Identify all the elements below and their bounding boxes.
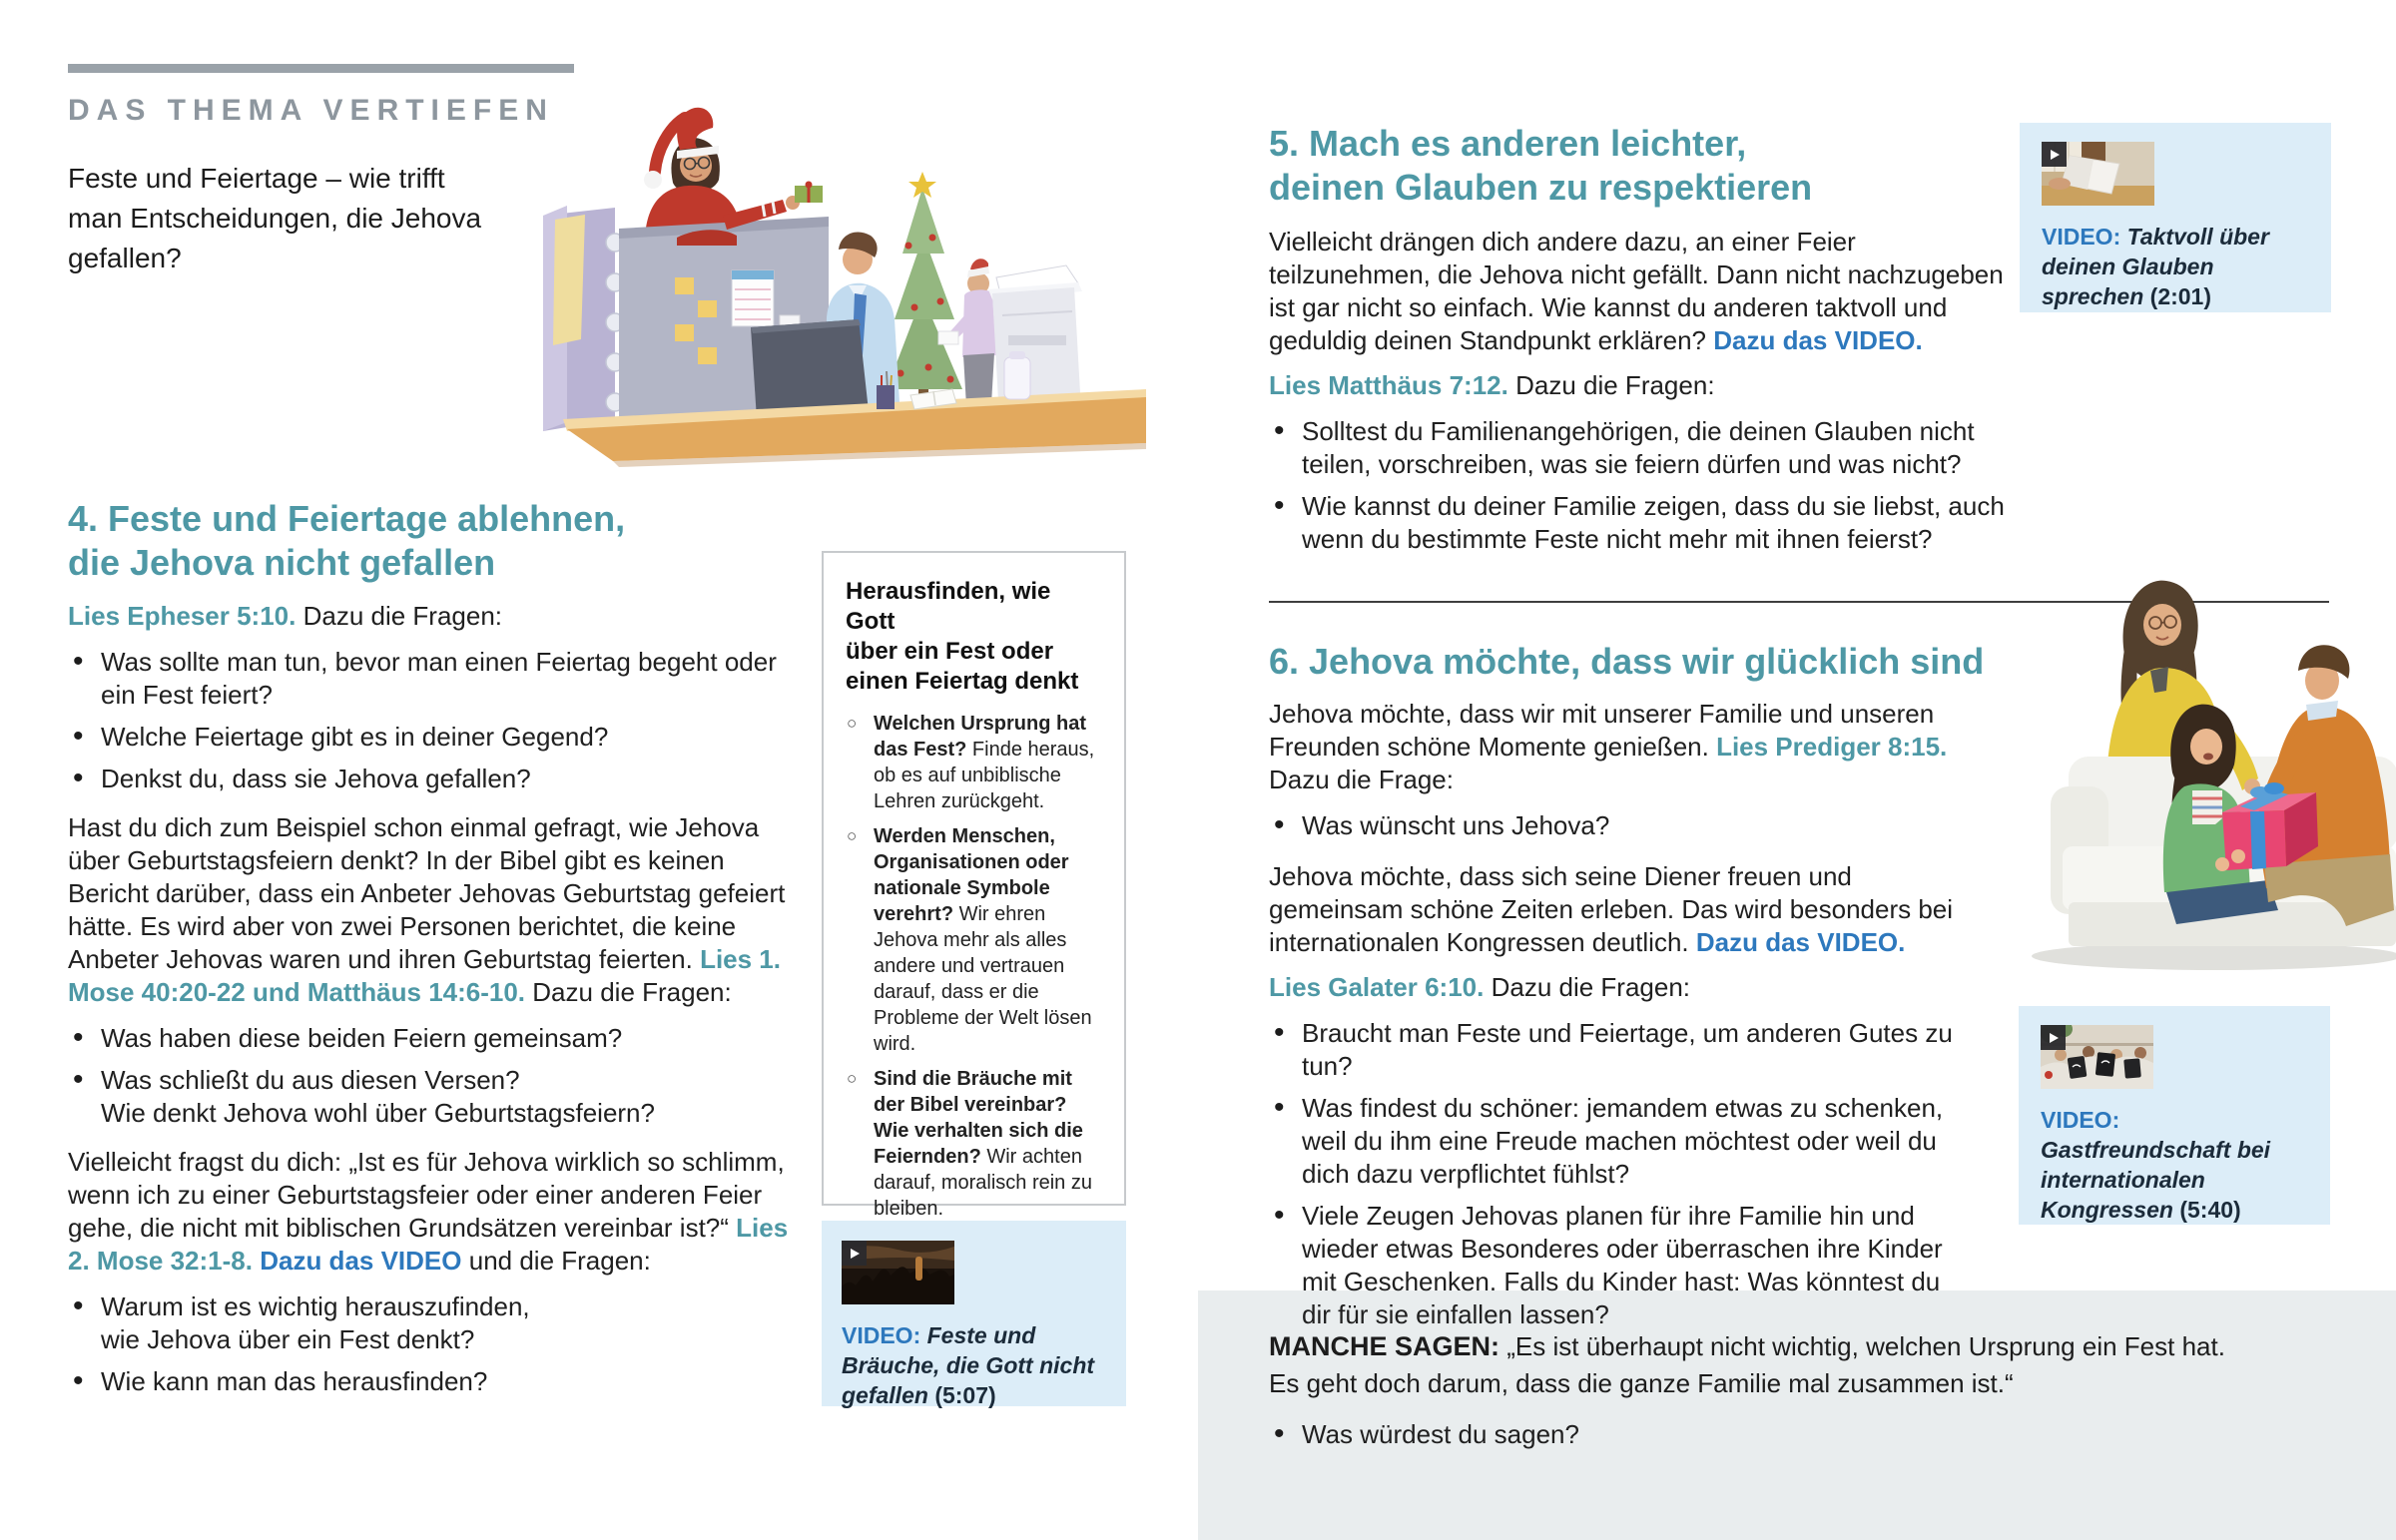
section-6-questions-2 [1269, 1017, 1968, 1331]
list-item: • Was wünscht uns Jehova? [1269, 809, 2018, 842]
kicker: DAS THEMA VERTIEFEN [68, 94, 554, 127]
video-label: VIDEO: [842, 1322, 921, 1348]
list-item: ○ Welchen Ursprung hat das Fest? Finde heraus, ob es auf unbiblische Lehren zurückgeht. [846, 711, 1102, 814]
video-box-taktvoll [2020, 123, 2331, 312]
section-4-questions-1 [68, 646, 809, 795]
list-item: • Solltest du Familienangehörigen, die deinen Glauben nicht teilen, vorschreiben, was sie feiern dürfen und was nicht? [1269, 415, 2018, 481]
info-box-title: Herausfinden, wie Gott über ein Fest oder einen Feiertag denkt [846, 578, 1079, 695]
copier-machine [988, 265, 1082, 401]
video-thumbnail[interactable] [2042, 142, 2154, 206]
video-duration: (2:01) [2149, 283, 2212, 309]
video-thumbnail[interactable] [842, 1241, 954, 1304]
video-box-gastfreundschaft [2019, 1006, 2330, 1225]
video-duration: (5:40) [2179, 1197, 2241, 1223]
how-to-find-out-box [822, 551, 1126, 1220]
video-title[interactable]: Feste und Bräuche, die Gott nicht gefallen [842, 1322, 1095, 1408]
right-column [1269, 0, 2018, 1340]
list-item: • Was findest du schöner: jemandem etwas zu schenken, weil du ihm eine Freude machen möchtest oder weil du dich dazu verpflichtet fühlst? [1269, 1092, 1968, 1191]
list-item: • Warum ist es wichtig herauszufinden, wie Jehova über ein Fest denkt? [68, 1290, 809, 1356]
family-illustration-svg [2017, 559, 2396, 970]
list-item: ○ Sind die Bräuche mit der Bibel vereinbar? Wie verhalten sich die Feiernden? Wir achten darauf, moralisch rein zu bleiben. [846, 1066, 1102, 1222]
scripture-link[interactable]: Lies Galater 6:10. [1269, 972, 1485, 1002]
video-caption [2041, 1105, 2308, 1225]
video-link[interactable]: Dazu das VIDEO [260, 1246, 462, 1276]
section-5-heading: 5. Mach es anderen leichter, deinen Glauben zu respektieren [1269, 123, 1813, 208]
video-link[interactable]: Dazu das VIDEO. [1695, 927, 1906, 957]
scripture-link[interactable]: Lies 1. Mose 40:20-22 und Matthäus 14:6-10. [68, 944, 781, 1007]
video-duration: (5:07) [934, 1382, 996, 1408]
section-6-paragraph-2: Jehova möchte, dass sich seine Diener freuen und gemeinsam schöne Zeiten erleben. Das wird besonders bei internationalen Kongressen deutlich. Dazu das VIDEO. [1269, 861, 1954, 957]
section-4-paragraph-1: Hast du dich zum Beispiel schon einmal gefragt, wie Jehova über Geburtstagsfeiern denkt? In der Bibel gibt es keinen Bericht darüber, dass ein Anbeter Jehovas Geburtstag gefeiert hätte. Es wird aber von zwei Personen berichtet, die keine Anbeter Jehovas waren und ihren Geburtstag feierten. Lies 1. Mose 40:20-22 und Matthäus 14:6-10. Dazu die Fragen: [68, 812, 786, 1007]
lesson-question-line: Feste und Feiertage – wie trifft [68, 163, 445, 194]
scripture-link[interactable]: Lies Epheser 5:10. [68, 601, 297, 631]
family-gift-illustration [2017, 559, 2396, 970]
video-label: VIDEO: [2042, 224, 2121, 250]
some-say-line-1: MANCHE SAGEN: „Es ist überhaupt nicht wichtig, welchen Ursprung ein Fest hat. [1269, 1331, 2225, 1361]
lesson-question [68, 159, 809, 278]
top-rule [68, 64, 574, 73]
list-item: • Was sollte man tun, bevor man einen Feiertag begeht oder ein Fest feiert? [68, 646, 809, 712]
lesson-question-line: gefallen? [68, 243, 182, 273]
video-caption [842, 1320, 1106, 1410]
video-label: VIDEO: [2041, 1107, 2120, 1133]
section-6-paragraph-1: Jehova möchte, dass wir mit unserer Familie und unseren Freunden schöne Momente genießen. Lies Prediger 8:15. Dazu die Frage: [1269, 699, 1948, 794]
video-link[interactable]: Dazu das VIDEO. [1713, 325, 1923, 355]
list-item: • Welche Feiertage gibt es in deiner Gegend? [68, 721, 809, 754]
section-4-questions-2 [68, 1022, 809, 1130]
christmas-tree [887, 172, 962, 403]
left-column [68, 0, 809, 1407]
play-icon [2041, 1025, 2066, 1050]
some-say-label: MANCHE SAGEN: [1269, 1331, 1500, 1361]
section-5-questions [1269, 415, 2018, 556]
list-item: • Was würdest du sagen? [1269, 1418, 2356, 1451]
list-item: • Was haben diese beiden Feiern gemeinsam? [68, 1022, 809, 1055]
some-say-line-2: Es geht doch darum, dass die ganze Familie mal zusammen ist.“ [1269, 1368, 2014, 1398]
list-item: • Was schließt du aus diesen Versen? Wie denkt Jehova wohl über Geburtstagsfeiern? [68, 1064, 809, 1130]
video-title[interactable]: Taktvoll über deinen Glauben sprechen [2042, 224, 2269, 309]
section-4-read: Lies Epheser 5:10. Dazu die Fragen: [68, 601, 503, 631]
section-6-heading: 6. Jehova möchte, dass wir glücklich sind [1269, 641, 1985, 682]
some-say-questions [1269, 1418, 2356, 1451]
section-4-questions-3 [68, 1290, 809, 1398]
section-5-read: Lies Matthäus 7:12. Dazu die Fragen: [1269, 370, 1715, 400]
video-thumbnail[interactable] [2041, 1025, 2153, 1089]
list-item: • Denkst du, dass sie Jehova gefallen? [68, 763, 809, 795]
section-4-paragraph-2: Vielleicht fragst du dich: „Ist es für Jehova wirklich so schlimm, wenn ich zu einer Geburtstagsfeier oder einer anderen Feier gehe, die nicht mit biblischen Grundsätzen vereinbar ist?“ Lies 2. Mose 32:1-8. Dazu das VIDEO und die Fragen: [68, 1147, 789, 1276]
play-icon [2042, 142, 2067, 167]
list-item: • Wie kann man das herausfinden? [68, 1365, 809, 1398]
section-6-questions-1 [1269, 809, 2018, 842]
scripture-link[interactable]: Lies 2. Mose 32:1-8. [68, 1213, 789, 1276]
info-box-list [846, 711, 1102, 1222]
section-6-read: Lies Galater 6:10. Dazu die Fragen: [1269, 972, 1691, 1002]
scripture-link[interactable]: Lies Prediger 8:15. [1716, 732, 1948, 762]
video-box-feste-und-braeuche [822, 1221, 1126, 1406]
section-4-heading: 4. Feste und Feiertage ablehnen, die Jehova nicht gefallen [68, 498, 626, 583]
list-item: • Braucht man Feste und Feiertage, um anderen Gutes zu tun? [1269, 1017, 1968, 1083]
video-caption [2042, 222, 2309, 311]
video-title[interactable]: Gastfreundschaft bei internationalen Kongressen [2041, 1137, 2271, 1223]
lesson-question-line: man Entscheidungen, die Jehova [68, 203, 482, 234]
section-5-paragraph: Vielleicht drängen dich andere dazu, an einer Feier teilzunehmen, die Jehova nicht gefällt. Dann nicht nachzugeben ist gar nicht so einfach. Wie kannst du anderen taktvoll und geduldig deinen Standpunkt erklären? Dazu das VIDEO. [1269, 227, 2004, 355]
list-item: ○ Werden Menschen, Organisationen oder nationale Symbole verehrt? Wir ehren Jehova mehr als alles andere und vertrauen darauf, dass er die Probleme der Welt lösen wird. [846, 823, 1102, 1057]
list-item: • Wie kannst du deiner Familie zeigen, dass du sie liebst, auch wenn du bestimmte Feste nicht mehr mit ihnen feierst? [1269, 490, 2018, 556]
couch-shadow [2032, 942, 2396, 970]
play-icon [842, 1241, 867, 1266]
scripture-link[interactable]: Lies Matthäus 7:12. [1269, 370, 1508, 400]
list-item: • Viele Zeugen Jehovas planen für ihre Familie hin und wieder etwas Besonderes oder überraschen ihre Kinder mit Geschenken. Falls du Kinder hast: Was könntest du dir für sie einfallen lassen? [1269, 1200, 1968, 1331]
